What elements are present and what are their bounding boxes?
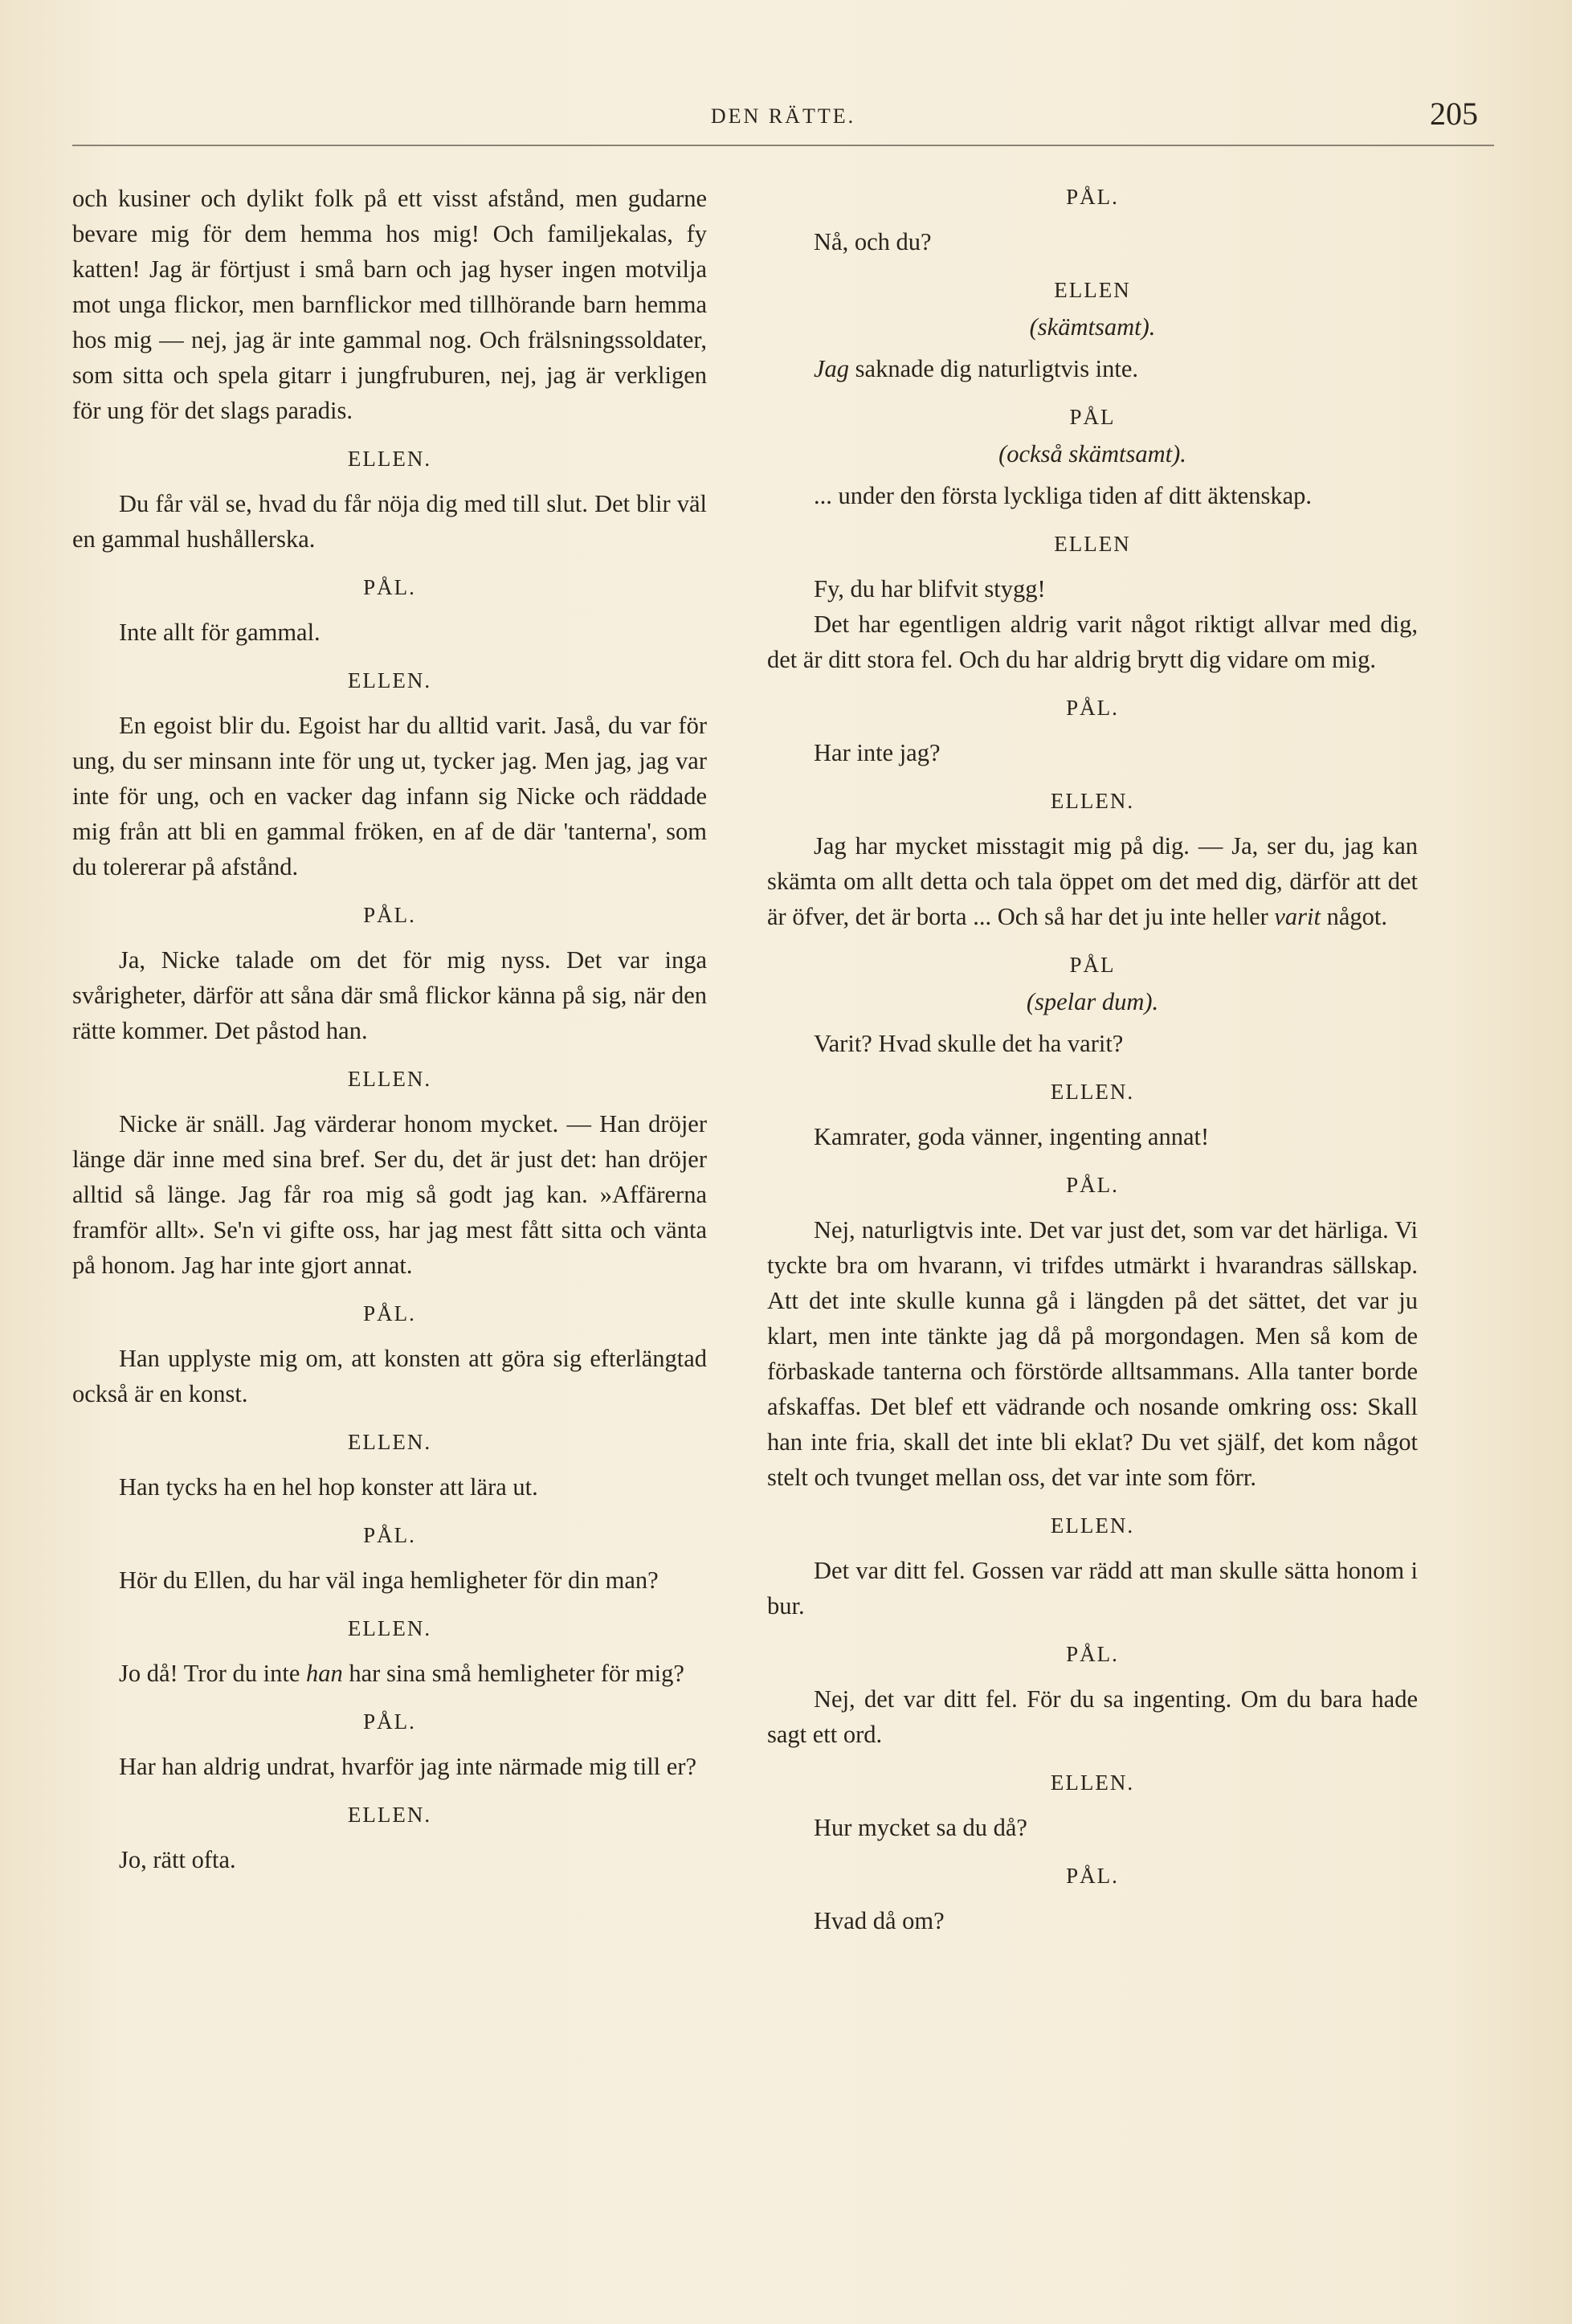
- text-span: Jo då! Tror du inte: [119, 1660, 306, 1687]
- dialogue-line: [72, 1656, 707, 1691]
- dialogue-line: Det har egentligen aldrig varit något riktigt allvar med dig, det är ditt stora fel. Och du har aldrig brytt dig vidare om mig.: [767, 611, 1418, 673]
- stage-direction: (också skämtsamt).: [998, 440, 1186, 468]
- speaker-name: ELLEN.: [347, 1430, 432, 1454]
- speaker-name: ELLEN.: [347, 668, 432, 692]
- speaker-name: PÅL.: [363, 1301, 416, 1325]
- speaker-name: ELLEN.: [347, 447, 432, 471]
- page-number: 205: [1430, 96, 1478, 132]
- dialogue-line: Ja, Nicke talade om det för mig nyss. Det var inga svårigheter, därför att såna där små flickor känna på sig, när den rätte kommer. Det påstod han.: [72, 946, 707, 1044]
- speaker-name: ELLEN: [1054, 278, 1131, 302]
- speaker-name: PÅL: [1069, 953, 1116, 977]
- speaker-name: PÅL.: [1066, 1642, 1119, 1666]
- speaker-name: PÅL.: [363, 1709, 416, 1734]
- dialogue-line: Han upplyste mig om, att konsten att göra sig efterlängtad också är en konst.: [72, 1345, 707, 1407]
- speaker-name: ELLEN.: [1050, 789, 1135, 813]
- speaker-name: PÅL: [1069, 405, 1116, 429]
- right-column: [767, 181, 1418, 1943]
- speaker-name: ELLEN.: [347, 1803, 432, 1827]
- page-header: [72, 88, 1494, 146]
- dialogue-line: och kusiner och dylikt folk på ett visst afstånd, men gudarne bevare mig för dem hemma hos mig! Och familjekalas, fy katten! Jag är förtjust i små barn och jag hyser ingen motvilja mot unga flickor, men barnflickor med tillhörande barn hemma hos mig — nej, jag är inte gammal nog. Och frälsningssoldater, som sitta och spela gitarr i jungfruburen, nej, jag är verkligen för ung för det slags paradis.: [72, 185, 707, 424]
- dialogue-line: Inte allt för gammal.: [119, 619, 321, 646]
- speaker-name: PÅL.: [1066, 1173, 1119, 1197]
- emphasis-text: Jag: [814, 355, 850, 382]
- emphasis-text: han: [306, 1660, 343, 1687]
- speaker-name: PÅL.: [363, 575, 416, 599]
- dialogue-line: Har inte jag?: [814, 739, 941, 766]
- dialogue-line: Hur mycket sa du då?: [814, 1814, 1027, 1841]
- speaker-name: ELLEN.: [1050, 1513, 1135, 1538]
- dialogue-line: [767, 351, 1418, 386]
- speaker-name: PÅL.: [1066, 185, 1119, 209]
- dialogue-line: Hvad då om?: [814, 1907, 945, 1934]
- speaker-name: ELLEN.: [347, 1067, 432, 1091]
- dialogue-line: Kamrater, goda vänner, ingenting annat!: [814, 1123, 1210, 1150]
- text-span: saknade dig naturligtvis inte.: [849, 355, 1139, 382]
- dialogue-line: ... under den första lyckliga tiden af ditt äktenskap.: [814, 482, 1312, 509]
- stage-direction: (spelar dum).: [1026, 988, 1159, 1015]
- dialogue-line: Nej, det var ditt fel. För du sa ingenting. Om du bara hade sagt ett ord.: [767, 1685, 1418, 1748]
- dialogue-line: En egoist blir du. Egoist har du alltid varit. Jaså, du var för ung, du ser minsann inte för ung ut, tycker jag. Men jag, jag var inte för ung, och en vacker dag infann sig Nicke och räddade mig från att bli en gammal fröken, en af de där 'tanterna', som du tolererar på afstånd.: [72, 712, 707, 880]
- dialogue-line: Du får väl se, hvad du får nöja dig med till slut. Det blir väl en gammal hushållerska.: [72, 490, 707, 553]
- running-title: DEN RÄTTE.: [710, 104, 856, 128]
- dialogue-line: Det var ditt fel. Gossen var rädd att man skulle sätta honom i bur.: [767, 1557, 1418, 1619]
- dialogue-line: Hör du Ellen, du har väl inga hemligheter för din man?: [119, 1566, 659, 1594]
- dialogue-line: Fy, du har blifvit stygg!: [814, 575, 1046, 602]
- dialogue-line: Han tycks ha en hel hop konster att lära ut.: [119, 1473, 538, 1501]
- dialogue-line: Varit? Hvad skulle det ha varit?: [814, 1030, 1124, 1057]
- dialogue-line: [767, 828, 1418, 934]
- dialogue-line: Jo, rätt ofta.: [119, 1846, 236, 1873]
- speaker-name: PÅL.: [363, 1523, 416, 1547]
- speaker-name: PÅL.: [1066, 696, 1119, 720]
- dialogue-line: Nå, och du?: [814, 228, 932, 255]
- dialogue-line: Nicke är snäll. Jag värderar honom mycket. — Han dröjer länge där inne med sina bref. Ser du, det är just det: han dröjer alltid så länge. Jag får roa mig så godt jag kan. »Affärerna framför allt». Se'n vi gifte oss, har jag mest fått sitta och vänta på honom. Jag har inte gjort annat.: [72, 1110, 707, 1279]
- speaker-name: ELLEN.: [1050, 1771, 1135, 1795]
- speaker-name: ELLEN.: [347, 1616, 432, 1640]
- speaker-name: ELLEN.: [1050, 1080, 1135, 1104]
- stage-direction: (skämtsamt).: [1029, 313, 1156, 341]
- dialogue-line: Nej, naturligtvis inte. Det var just det, som var det härliga. Vi tyckte bra om hvarann, vi trifdes utmärkt i hvarandras sällskap. Att det inte skulle kunna gå i längden på det sättet, det var ju klart, men inte tänkte jag då på morgondagen. Men så kom de förbaskade tanterna och förstörde alltsammans. Alla tanter borde afskaffas. Det blef ett vädrande och nosande omkring oss: Skall han inte fria, skall det inte bli eklat? Du vet själf, det kom något stelt och tvunget mellan oss, det var inte som förr.: [767, 1216, 1418, 1491]
- text-span: har sina små hemligheter för mig?: [342, 1660, 684, 1687]
- dialogue-line: Har han aldrig undrat, hvarför jag inte närmade mig till er?: [119, 1753, 697, 1780]
- text-span: något.: [1321, 903, 1388, 930]
- left-column: [72, 181, 707, 1882]
- speaker-name: PÅL.: [363, 903, 416, 927]
- speaker-name: PÅL.: [1066, 1864, 1119, 1888]
- emphasis-text: varit: [1274, 903, 1321, 930]
- speaker-name: ELLEN: [1054, 532, 1131, 556]
- text-span: Jag har mycket misstagit mig på dig. — Ja, ser du, jag kan skämta om allt detta och tala öppet om det med dig, därför att det är öfver, det är borta ... Och så har det ju inte heller: [767, 832, 1418, 930]
